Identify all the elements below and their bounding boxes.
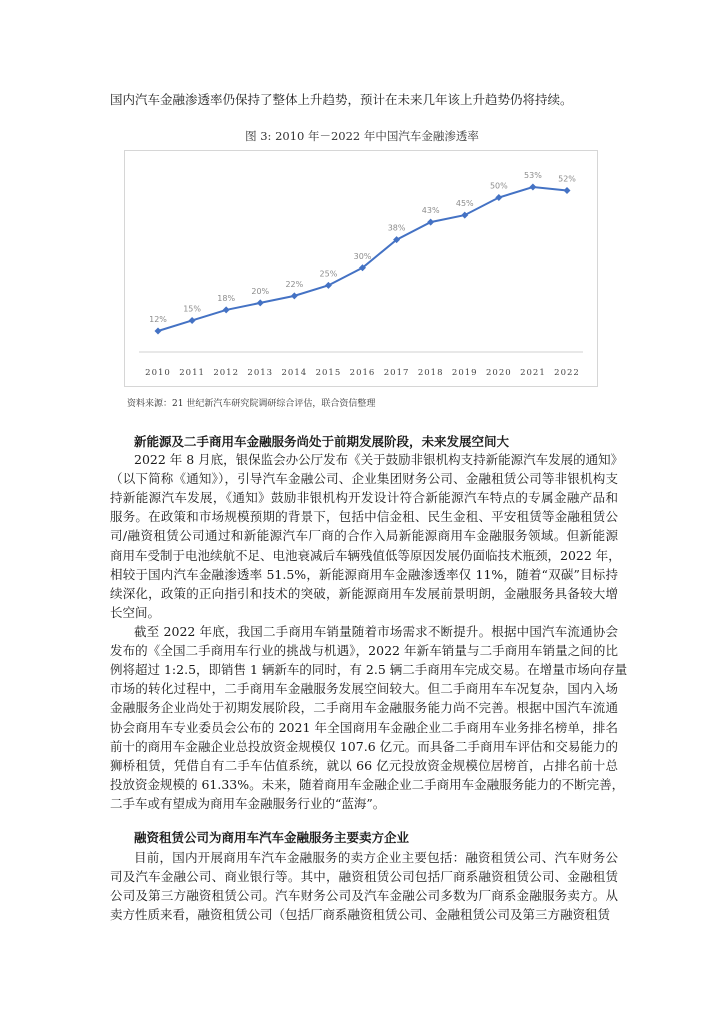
paragraph-line: （以下简称《通知》），引导汽车金融公司、企业集团财务公司、金融租赁公司等非银机构支 — [110, 471, 618, 487]
paragraph-line: 目前，国内开展商用车汽车金融服务的卖方企业主要包括：融资租赁公司、汽车财务公 — [134, 850, 618, 865]
paragraph-line: 市场的转化过程中，二手商用车金融服务发展空间较大。但二手商用车车况复杂，国内入场 — [110, 681, 618, 697]
x-tick-label: 2017 — [383, 368, 410, 378]
x-tick-label: 2022 — [554, 368, 580, 378]
data-label: 50% — [489, 181, 508, 191]
data-point — [189, 317, 196, 324]
data-point — [291, 292, 298, 299]
section-heading-new-energy: 新能源及二手商用车金融服务尚处于前期发展阶段，未来发展空间大 — [134, 434, 510, 449]
data-label: 15% — [183, 304, 201, 314]
paragraph-line: 司及汽车金融公司、商业银行等。其中，融资租赁公司包括厂商系融资租赁公司、金融租赁 — [110, 869, 618, 885]
data-label: 38% — [387, 223, 406, 233]
paragraph-line: 续深化，政策的正向指引和技术的突破，新能源商用车发展前景明朗，金融服务具备较大增 — [110, 585, 618, 601]
paragraph-line: 发布的《全国二手商用车行业的挑战与机遇》，2022 年新车销量与二手商用车销量之间的比 — [110, 643, 618, 659]
paragraph-line: 服务。在政策和市场规模预期的背景下，包括中信金租、民生金租、平安租赁等金融租赁公 — [110, 509, 618, 525]
data-point — [495, 194, 502, 201]
paragraph-line: 二手车或有望成为商用车金融服务行业的“蓝海”。 — [110, 795, 386, 811]
x-tick-label: 2016 — [349, 368, 376, 378]
penetration-rate-chart — [124, 150, 598, 387]
intro-line: 国内汽车金融渗透率仍保持了整体上升趋势，预计在未来几年该上升趋势仍将持续。 — [110, 92, 573, 107]
paragraph-line: 狮桥租赁，凭借自有二手车估值系统，就以 66 亿元投放资金规模位居榜首，占排名前十总 — [110, 757, 618, 773]
data-point — [427, 219, 434, 226]
data-label: 45% — [455, 199, 474, 209]
data-label: 12% — [149, 315, 167, 324]
paragraph-line: 商用车受制于电池续航不足、电池衰减后车辆残值低等原因发展仍面临技术瓶颈，2022 年， — [110, 547, 621, 563]
data-point — [529, 184, 536, 191]
data-point — [155, 328, 162, 335]
paragraph-line: 持新能源汽车发展，《通知》鼓励非银机构开发设计符合新能源汽车特点的专属金融产品和 — [110, 490, 618, 506]
x-tick-label: 2015 — [315, 368, 342, 378]
paragraph-line: 公司及第三方融资租赁公司。汽车财务公司及汽车金融公司多数为厂商系金融服务卖方。从 — [110, 888, 618, 904]
data-label: 20% — [251, 286, 270, 296]
x-tick-label: 2013 — [247, 368, 274, 378]
paragraph-line: 例将超过 1:2.5，即销售 1 辆新车的同时，有 2.5 辆二手商用车完成交易。在增量市场向存量 — [110, 662, 628, 678]
data-label: 43% — [421, 206, 440, 216]
data-label: 25% — [319, 269, 338, 279]
paragraph-line: 截至 2022 年底，我国二手商用车销量随着市场需求不断提升。根据中国汽车流通协会 — [134, 624, 618, 639]
figure-source: 资料来源：21 世纪新汽车研究院调研综合评估，联合资信整理 — [127, 399, 376, 409]
paragraph-line: 卖方性质来看，融资租赁公司（包括厂商系融资租赁公司、金融租赁公司及第三方融资租赁 — [110, 907, 611, 923]
paragraph-line: 投放资金规模的 61.33%。未来，随着商用车金融企业二手商用车金融服务能力的不断完善， — [110, 776, 625, 792]
x-tick-label: 2012 — [213, 368, 239, 378]
paragraph-line: 前十的商用车金融企业总投放资金规模仅 107.6 亿元。而具备二手商用车评估和交易能力的 — [110, 738, 618, 754]
paragraph-line: 金融服务企业尚处于初期发展阶段，二手商用车金融服务能力尚不完善。根据中国汽车流通 — [110, 700, 618, 716]
paragraph-line: 协会商用车专业委员会公布的 2021 年全国商用车金融企业二手商用车业务排名榜单，排名 — [110, 719, 618, 735]
x-tick-label: 2020 — [486, 368, 512, 378]
data-label: 18% — [217, 293, 236, 303]
x-tick-label: 2014 — [281, 368, 308, 378]
x-tick-label: 2011 — [179, 368, 205, 378]
paragraph-line: 2022 年 8 月底，银保监会办公厅发布《关于鼓励非银机构支持新能源汽车发展的通知》 — [134, 452, 624, 467]
line-chart-svg — [125, 151, 597, 386]
x-tick-label: 2010 — [145, 368, 171, 378]
data-label: 52% — [558, 174, 576, 184]
paragraph-line: 相较于国内汽车金融渗透率 51.5%，新能源商用车金融渗透率仅 11%，随着“双碳”目标持 — [110, 566, 618, 582]
section-heading-leasing: 融资租赁公司为商用车汽车金融服务主要卖方企业 — [134, 830, 410, 845]
data-label: 53% — [524, 171, 542, 180]
data-point — [564, 187, 571, 194]
x-tick-label: 2019 — [451, 368, 478, 378]
paragraph-line: 司/融资租赁公司通过和新能源汽车厂商的合作入局新能源商用车金融服务领域。但新能源 — [110, 528, 618, 544]
data-label: 22% — [285, 279, 304, 289]
data-point — [223, 306, 230, 313]
data-point — [325, 282, 332, 289]
data-point — [461, 212, 468, 219]
figure-caption: 图 3: 2010 年－2022 年中国汽车金融渗透率 — [245, 129, 479, 143]
data-point — [257, 299, 264, 306]
paragraph-line: 长空间。 — [110, 604, 161, 620]
x-tick-label: 2021 — [520, 368, 546, 378]
data-label: 30% — [353, 251, 372, 261]
x-tick-label: 2018 — [417, 368, 444, 378]
